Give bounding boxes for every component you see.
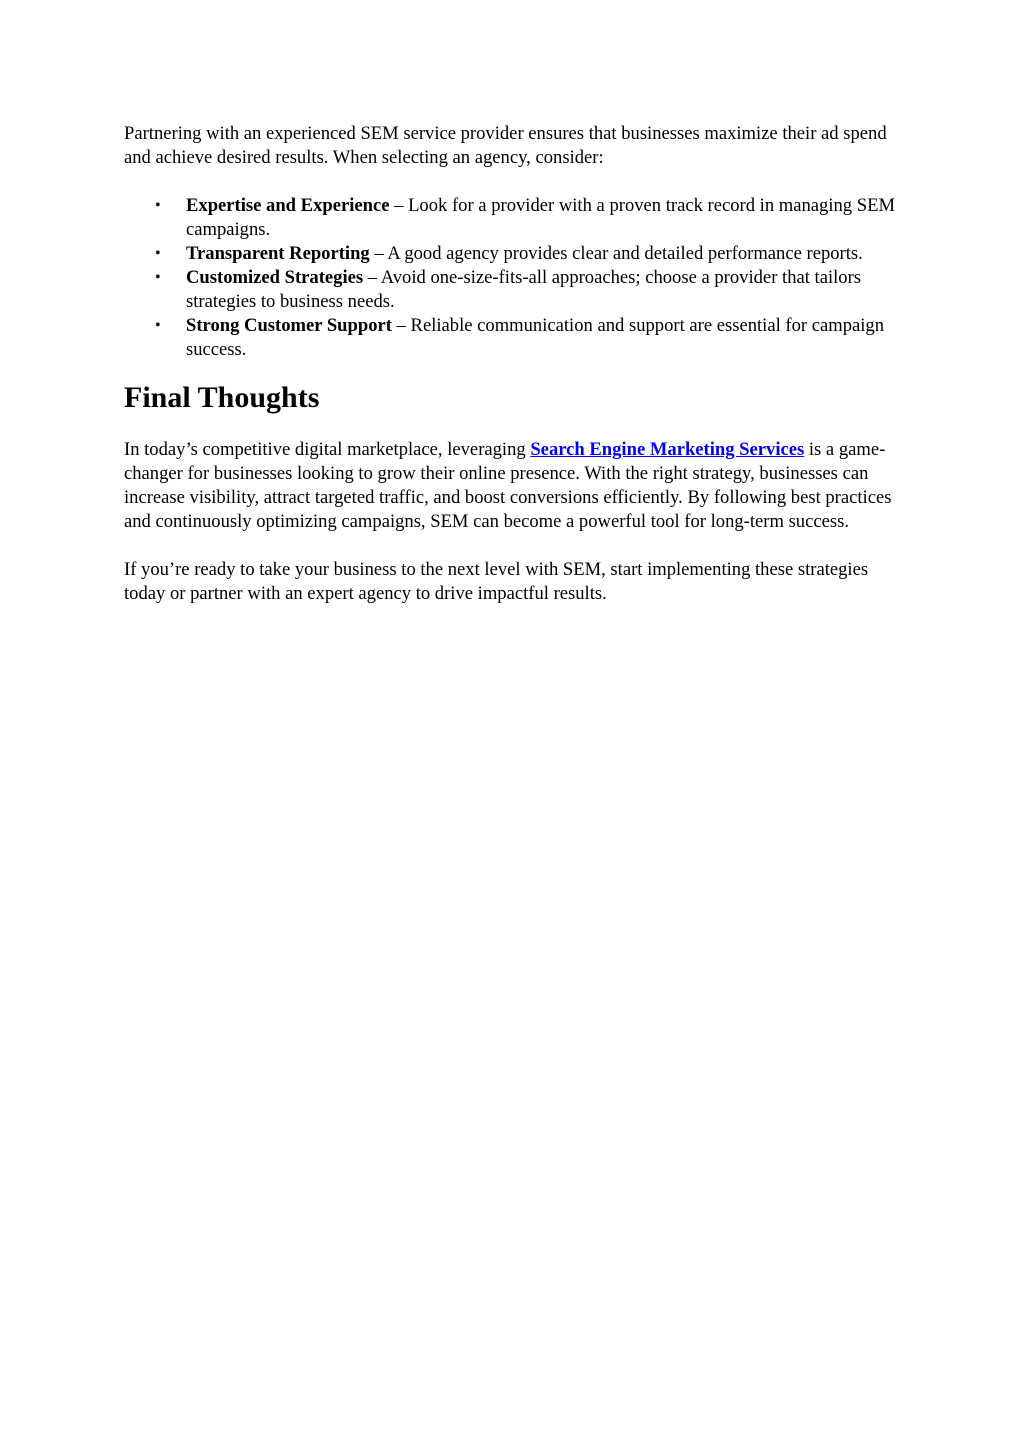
criteria-title: Strong Customer Support bbox=[186, 315, 392, 336]
criteria-text: – A good agency provides clear and detailed performance reports. bbox=[369, 243, 863, 264]
criteria-title: Transparent Reporting bbox=[186, 243, 370, 264]
section-heading-final-thoughts: Final Thoughts bbox=[124, 381, 320, 414]
closing-paragraph: If you’re ready to take your business to the next level with SEM, start implementing these strategies today or partner with an expert agency to drive impactful results. bbox=[124, 559, 869, 604]
paragraph-text-before-link: In today’s competitive digital marketplace, leveraging bbox=[124, 439, 531, 460]
list-item bbox=[124, 194, 914, 242]
bullet-icon: • bbox=[155, 317, 161, 334]
list-item bbox=[124, 314, 914, 362]
bullet-icon: • bbox=[155, 269, 161, 286]
final-thoughts-paragraph bbox=[124, 438, 914, 534]
criteria-text: – Look for a provider with a proven track record in managing SEM campaigns. bbox=[186, 195, 895, 240]
criteria-title: Expertise and Experience bbox=[186, 195, 390, 216]
document-page bbox=[124, 122, 914, 630]
list-item bbox=[124, 266, 914, 314]
criteria-text: – Avoid one-size-fits-all approaches; choose a provider that tailors strategies to business needs. bbox=[186, 267, 862, 312]
agency-criteria-list bbox=[124, 194, 914, 362]
intro-paragraph: Partnering with an experienced SEM service provider ensures that businesses maximize their ad spend and achieve desired results. When selecting an agency, consider: bbox=[124, 123, 887, 168]
sem-services-link[interactable]: Search Engine Marketing Services bbox=[530, 439, 805, 460]
criteria-title: Customized Strategies bbox=[186, 267, 364, 288]
criteria-text: – Reliable communication and support are essential for campaign success. bbox=[186, 315, 885, 360]
paragraph-text-after-link: is a game-changer for businesses looking to grow their online presence. With the right strategy, businesses can increase visibility, attract targeted traffic, and boost conversions efficiently. By following best practices and continuously optimizing campaigns, SEM can become a powerful tool for long-term success. bbox=[124, 439, 892, 532]
bullet-icon: • bbox=[155, 197, 161, 214]
list-item bbox=[124, 242, 914, 266]
bullet-icon: • bbox=[155, 245, 161, 262]
